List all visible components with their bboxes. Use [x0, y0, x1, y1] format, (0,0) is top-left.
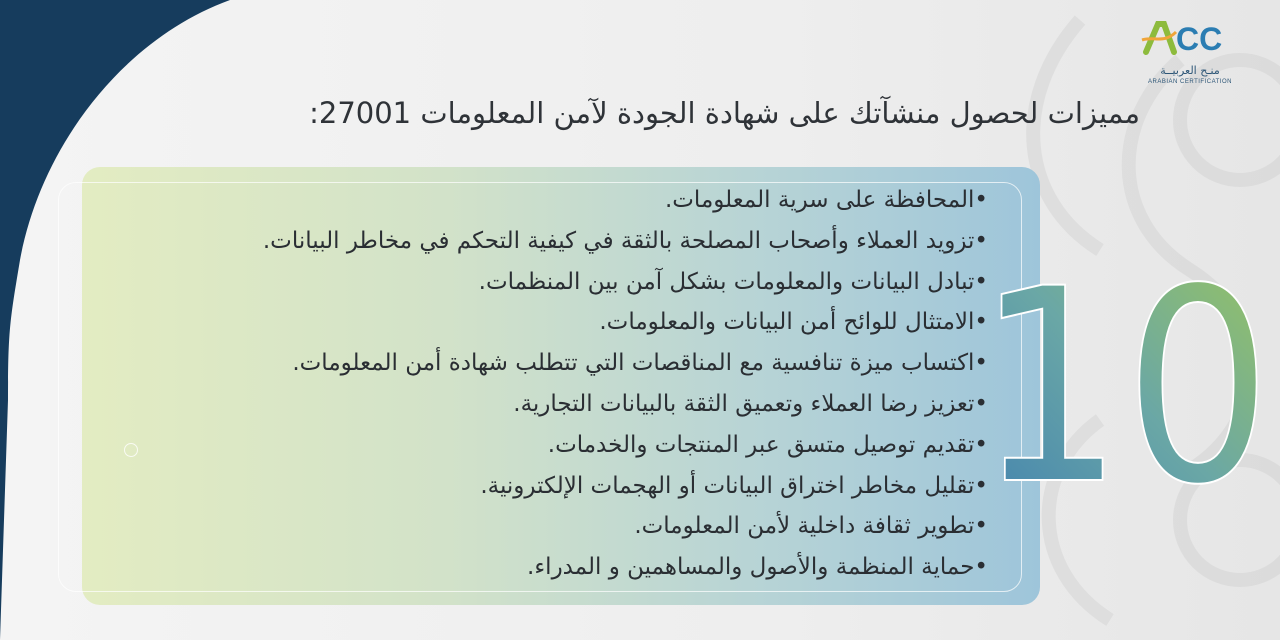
- logo-mark: [1140, 18, 1240, 64]
- list-item: •الامتثال للوائح أمن البيانات والمعلومات.: [599, 309, 988, 336]
- list-item: •تزويد العملاء وأصحاب المصلحة بالثقة في كيفية التحكم في مخاطر البيانات.: [262, 227, 988, 254]
- list-item: •حماية المنظمة والأصول والمساهمين و المدراء.: [527, 554, 988, 581]
- acc-logo-icon: [1140, 18, 1240, 56]
- svg-text:CC: CC: [1176, 21, 1223, 56]
- logo-english-name: ARABIAN CERTIFICATION: [1148, 79, 1232, 85]
- list-item: •تقليل مخاطر اختراق البيانات أو الهجمات الإلكترونية.: [480, 472, 988, 499]
- list-item: •اكتساب ميزة تنافسية مع المناقصات التي تتطلب شهادة أمن المعلومات.: [292, 350, 988, 377]
- benefits-list: [58, 180, 988, 588]
- big-number-ten: [976, 258, 1276, 498]
- brand-logo: [1140, 18, 1240, 90]
- logo-arabic-name: منـح العربيــة: [1160, 64, 1220, 77]
- big-number-ten-text: 10: [976, 258, 1272, 498]
- page-title: مميزات لحصول منشآتك على شهادة الجودة لآمن المعلومات 27001:: [309, 96, 1140, 130]
- list-item: •تطوير ثقافة داخلية لأمن المعلومات.: [634, 513, 988, 540]
- list-item: •تعزيز رضا العملاء وتعميق الثقة بالبيانات التجارية.: [513, 390, 988, 417]
- list-item: •تبادل البيانات والمعلومات بشكل آمن بين المنظمات.: [478, 268, 988, 295]
- list-item: •تقديم توصيل متسق عبر المنتجات والخدمات.: [547, 431, 988, 458]
- list-item: •المحافظة على سرية المعلومات.: [664, 187, 988, 213]
